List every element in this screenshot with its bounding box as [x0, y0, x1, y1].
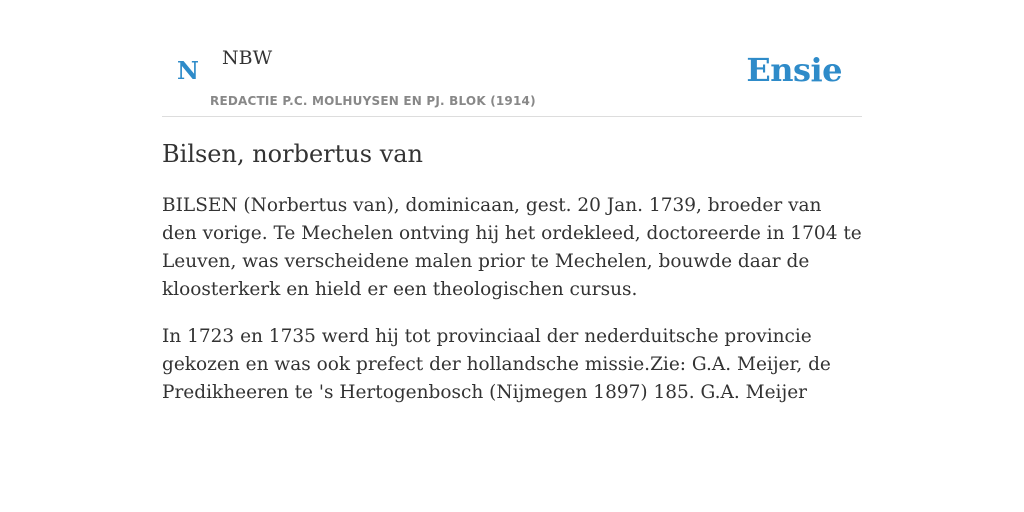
source-logo[interactable]: N: [177, 56, 199, 85]
page-header: [162, 0, 862, 117]
brand-logo[interactable]: Ensie: [746, 51, 842, 89]
article-body: [162, 192, 862, 426]
source-name[interactable]: NBW: [222, 47, 273, 69]
article-paragraph: In 1723 en 1735 werd hij tot provinciaal der nederduitsche provincie gekozen en was ook prefect der hollandsche missie.Zie: G.A. Meijer, de Predikheeren te 's Hertogenbosch (Nijmegen 1897) 185. G.A. Meijer: [162, 326, 831, 403]
source-subtitle: REDACTIE P.C. MOLHUYSEN EN PJ. BLOK (1914): [210, 94, 536, 108]
article-title: Bilsen, norbertus van: [162, 140, 424, 168]
article-paragraph: BILSEN (Norbertus van), dominicaan, gest. 20 Jan. 1739, broeder van den vorige. Te Mechelen ontving hij het ordekleed, doctoreerde in 1704 te Leuven, was verscheidene malen prior te Mechelen, bouwde daar de kloosterkerk en hield er een theologischen cursus.: [162, 195, 862, 300]
